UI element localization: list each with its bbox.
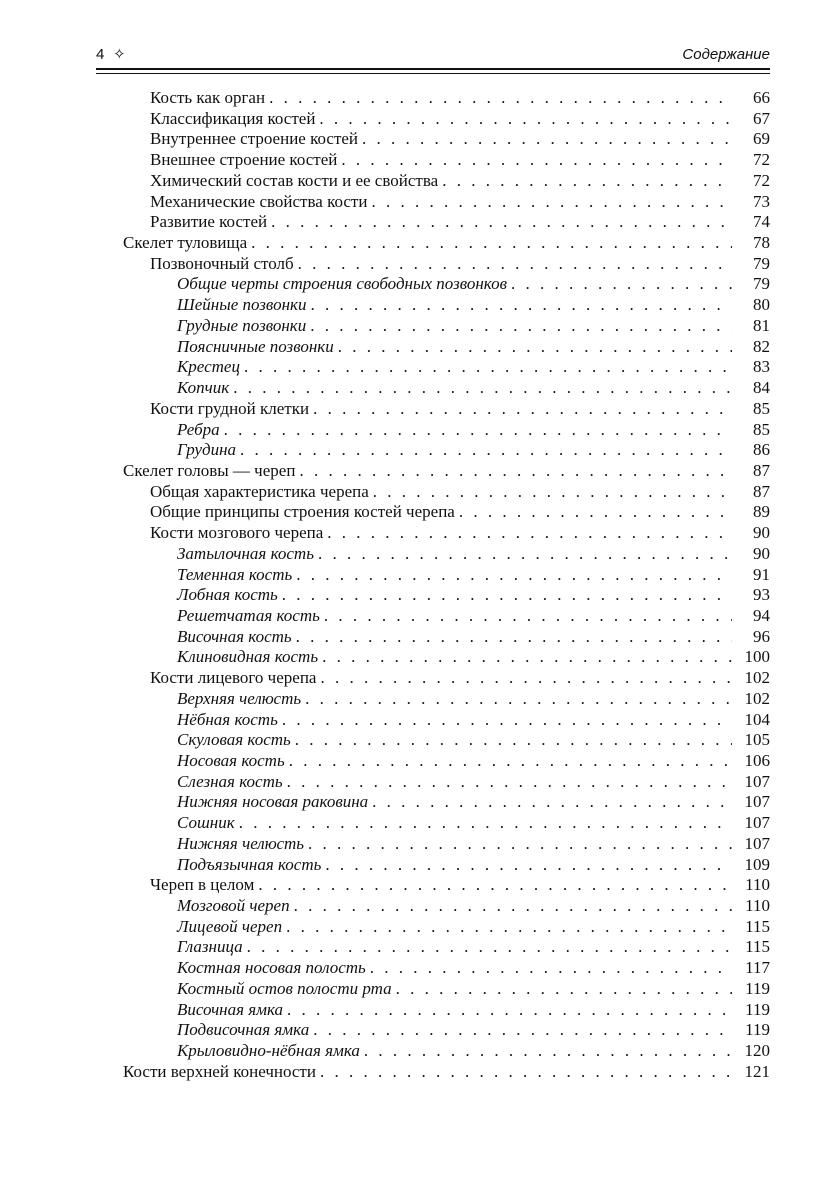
- toc-entry-title: Височная кость: [177, 626, 292, 646]
- toc-entry-title: Грудные позвонки: [177, 315, 307, 335]
- toc-entry-page: 90: [753, 543, 770, 563]
- toc-entry-page: 120: [744, 1041, 770, 1061]
- toc-entry-title: Копчик: [177, 378, 230, 398]
- toc-dot-leader: [271, 212, 732, 233]
- toc-dot-leader: [341, 150, 732, 171]
- toc-entry: [150, 150, 770, 171]
- toc-dot-leader: [295, 730, 732, 751]
- toc-entry-page: 94: [753, 605, 770, 625]
- toc-entry-page: 115: [745, 916, 770, 936]
- toc-dot-leader: [287, 772, 732, 793]
- toc-entry-title: Химический состав кости и ее свойства: [150, 170, 439, 190]
- toc-entry-title: Клиновидная кость: [177, 647, 319, 667]
- toc-entry-page: 110: [745, 896, 770, 916]
- toc-entry-title: Крыловидно-нёбная ямка: [177, 1041, 360, 1061]
- toc-entry: [177, 896, 770, 917]
- toc-entry: [150, 192, 770, 213]
- toc-entry: [177, 585, 770, 606]
- toc-entry-page: 73: [753, 191, 770, 211]
- toc-entry-title: Позвоночный столб: [150, 253, 294, 273]
- toc-entry-title: Кости грудной клетки: [150, 398, 310, 418]
- toc-entry-page: 121: [744, 1061, 770, 1081]
- toc-entry-title: Кость как орган: [150, 88, 266, 107]
- toc-entry-title: Затылочная кость: [177, 543, 314, 563]
- toc-entry-title: Височная ямка: [177, 999, 284, 1019]
- toc-entry-title: Нижняя челюсть: [177, 833, 305, 853]
- toc-dot-leader: [239, 813, 732, 834]
- toc-entry-page: 107: [744, 813, 770, 833]
- toc-entry-page: 85: [753, 398, 770, 418]
- toc-entry: [177, 316, 770, 337]
- toc-dot-leader: [233, 378, 732, 399]
- toc-entry-page: 119: [745, 978, 770, 998]
- toc-dot-leader: [305, 689, 732, 710]
- toc-dot-leader: [364, 1041, 732, 1062]
- toc-entry-page: 89: [753, 502, 770, 522]
- toc-entry-page: 102: [744, 668, 770, 688]
- toc-dot-leader: [442, 171, 732, 192]
- toc-entry: [177, 917, 770, 938]
- toc-entry-title: Шейные позвонки: [177, 295, 307, 315]
- toc-dot-leader: [251, 233, 732, 254]
- toc-dot-leader: [296, 627, 732, 648]
- toc-entry: [150, 875, 770, 896]
- toc-entry-page: 81: [753, 315, 770, 335]
- toc-entry: [150, 254, 770, 275]
- diamond-ornament-icon: ✧: [113, 45, 126, 63]
- toc-entry-page: 84: [753, 378, 770, 398]
- toc-dot-leader: [325, 855, 732, 876]
- toc-entry: [150, 129, 770, 150]
- toc-dot-leader: [372, 792, 732, 813]
- toc-entry: [177, 792, 770, 813]
- toc-entry-title: Классификация костей: [150, 108, 316, 128]
- toc-dot-leader: [373, 482, 732, 503]
- toc-dot-leader: [286, 917, 732, 938]
- toc-dot-leader: [327, 523, 732, 544]
- toc-entry-page: 107: [744, 792, 770, 812]
- toc-dot-leader: [324, 606, 732, 627]
- toc-entry-page: 93: [753, 585, 770, 605]
- toc-entry-page: 82: [753, 336, 770, 356]
- toc-entry-page: 85: [753, 419, 770, 439]
- toc-dot-leader: [296, 565, 732, 586]
- toc-entry-page: 66: [753, 88, 770, 107]
- toc-dot-leader: [318, 544, 732, 565]
- table-of-contents: [0, 88, 840, 1083]
- toc-dot-leader: [299, 461, 732, 482]
- toc-entry-title: Механические свойства кости: [150, 191, 368, 211]
- toc-entry-title: Кости лицевого черепа: [150, 668, 317, 688]
- toc-entry-page: 74: [753, 212, 770, 232]
- toc-entry-page: 79: [753, 253, 770, 273]
- toc-entry: [177, 378, 770, 399]
- toc-entry: [177, 730, 770, 751]
- toc-entry-title: Внешнее строение костей: [150, 150, 338, 170]
- toc-entry-title: Поясничные позвонки: [177, 336, 334, 356]
- toc-entry-title: Лицевой череп: [177, 916, 283, 936]
- toc-entry: [177, 813, 770, 834]
- toc-entry-page: 69: [753, 129, 770, 149]
- toc-entry-page: 107: [744, 771, 770, 791]
- toc-entry-page: 105: [744, 730, 770, 750]
- toc-dot-leader: [289, 751, 732, 772]
- toc-dot-leader: [338, 337, 732, 358]
- toc-entry: [150, 399, 770, 420]
- toc-entry: [177, 606, 770, 627]
- toc-dot-leader: [308, 834, 732, 855]
- toc-dot-leader: [247, 937, 732, 958]
- toc-entry-title: Подвисочная ямка: [177, 1020, 310, 1040]
- toc-dot-leader: [240, 440, 732, 461]
- toc-entry-title: Глазница: [177, 937, 243, 957]
- toc-entry: [150, 502, 770, 523]
- toc-entry: [177, 295, 770, 316]
- toc-entry-title: Нёбная кость: [177, 709, 278, 729]
- toc-dot-leader: [294, 896, 732, 917]
- toc-entry-title: Общие принципы строения костей черепа: [150, 502, 455, 522]
- toc-dot-leader: [322, 647, 732, 668]
- toc-entry-page: 91: [753, 564, 770, 584]
- toc-entry-title: Подъязычная кость: [177, 854, 322, 874]
- toc-dot-leader: [224, 420, 732, 441]
- toc-entry-title: Грудина: [177, 440, 237, 460]
- toc-entry-title: Скелет головы — череп: [123, 460, 296, 480]
- toc-entry: [150, 523, 770, 544]
- toc-entry-page: 72: [753, 170, 770, 190]
- toc-entry-page: 78: [753, 233, 770, 253]
- toc-entry-title: Сошник: [177, 813, 235, 833]
- toc-entry-page: 110: [745, 875, 770, 895]
- toc-entry: [177, 751, 770, 772]
- toc-entry-page: 115: [745, 937, 770, 957]
- toc-entry-title: Нижняя носовая раковина: [177, 792, 369, 812]
- toc-entry: [177, 710, 770, 731]
- page-header: [96, 40, 770, 70]
- toc-entry: [150, 668, 770, 689]
- running-head: Содержание: [682, 46, 770, 63]
- toc-entry: [123, 1062, 770, 1083]
- toc-entry-title: Развитие костей: [150, 212, 268, 232]
- toc-entry-page: 83: [753, 357, 770, 377]
- toc-entry-page: 86: [753, 440, 770, 460]
- toc-entry-page: 107: [744, 833, 770, 853]
- toc-entry-page: 87: [753, 481, 770, 501]
- toc-entry-title: Крестец: [177, 357, 240, 377]
- toc-entry-page: 87: [753, 460, 770, 480]
- toc-dot-leader: [310, 295, 732, 316]
- toc-dot-leader: [282, 585, 732, 606]
- toc-dot-leader: [319, 109, 732, 130]
- toc-entry-page: 100: [744, 647, 770, 667]
- toc-entry-page: 80: [753, 295, 770, 315]
- toc-entry-page: 119: [745, 999, 770, 1019]
- toc-entry-page: 119: [745, 1020, 770, 1040]
- toc-dot-leader: [313, 399, 732, 420]
- toc-entry: [177, 627, 770, 648]
- toc-dot-leader: [287, 1000, 732, 1021]
- page-number: 4: [96, 46, 105, 63]
- toc-entry-title: Лобная кость: [177, 585, 278, 605]
- toc-entry: [123, 233, 770, 254]
- toc-entry: [177, 420, 770, 441]
- toc-entry: [177, 1000, 770, 1021]
- toc-entry: [177, 772, 770, 793]
- toc-entry: [177, 440, 770, 461]
- toc-entry-title: Череп в целом: [150, 875, 255, 895]
- toc-entry-title: Костная носовая полость: [177, 958, 366, 978]
- toc-dot-leader: [298, 254, 732, 275]
- toc-dot-leader: [320, 1062, 732, 1083]
- toc-entry: [177, 1041, 770, 1062]
- toc-entry-page: 109: [744, 854, 770, 874]
- toc-entry: [177, 647, 770, 668]
- toc-entry-title: Общая характеристика черепа: [150, 481, 369, 501]
- toc-entry: [150, 88, 770, 109]
- toc-entry: [123, 461, 770, 482]
- toc-entry-title: Скелет туловища: [123, 233, 248, 253]
- toc-dot-leader: [258, 875, 732, 896]
- toc-entry-title: Верхняя челюсть: [177, 688, 302, 708]
- toc-entry-page: 96: [753, 626, 770, 646]
- toc-entry: [150, 171, 770, 192]
- toc-entry-title: Слезная кость: [177, 771, 283, 791]
- toc-entry-title: Скуловая кость: [177, 730, 291, 750]
- toc-entry: [177, 937, 770, 958]
- toc-entry: [177, 544, 770, 565]
- toc-entry-title: Внутреннее строение костей: [150, 129, 359, 149]
- header-rule-thin: [96, 73, 770, 74]
- toc-dot-leader: [362, 129, 732, 150]
- toc-entry-page: 79: [753, 274, 770, 294]
- toc-dot-leader: [313, 1020, 732, 1041]
- toc-entry-page: 67: [753, 108, 770, 128]
- toc-entry-title: Носовая кость: [177, 751, 285, 770]
- toc-dot-leader: [370, 958, 732, 979]
- toc-entry: [150, 482, 770, 503]
- toc-entry: [177, 855, 770, 876]
- toc-dot-leader: [396, 979, 732, 1000]
- toc-entry-page: 104: [744, 709, 770, 729]
- toc-dot-leader: [282, 710, 732, 731]
- toc-entry: [177, 357, 770, 378]
- toc-entry-title: Мозговой череп: [177, 896, 290, 916]
- toc-dot-leader: [511, 274, 732, 295]
- toc-entry-title: Кости верхней конечности: [123, 1061, 316, 1081]
- toc-entry: [177, 1020, 770, 1041]
- toc-dot-leader: [371, 192, 732, 213]
- toc-entry: [150, 212, 770, 233]
- toc-entry-title: Общие черты строения свободных позвонков: [177, 274, 507, 294]
- toc-entry: [177, 958, 770, 979]
- toc-entry-page: 106: [744, 751, 770, 770]
- toc-entry-title: Кости мозгового черепа: [150, 523, 324, 543]
- toc-entry: [177, 274, 770, 295]
- toc-entry: [177, 337, 770, 358]
- toc-dot-leader: [459, 502, 732, 523]
- toc-entry-page: 102: [744, 688, 770, 708]
- toc-entry-page: 117: [745, 958, 770, 978]
- toc-entry: [150, 109, 770, 130]
- header-rule-thick: [96, 68, 770, 70]
- toc-entry-title: Ребра: [177, 419, 220, 439]
- toc-entry: [177, 689, 770, 710]
- toc-entry: [177, 979, 770, 1000]
- toc-entry-title: Костный остов полости рта: [177, 978, 392, 998]
- toc-entry-page: 72: [753, 150, 770, 170]
- toc-dot-leader: [310, 316, 732, 337]
- toc-entry: [177, 834, 770, 855]
- toc-dot-leader: [320, 668, 732, 689]
- toc-entry-page: 90: [753, 523, 770, 543]
- toc-dot-leader: [244, 357, 732, 378]
- toc-entry: [177, 565, 770, 586]
- toc-entry-title: Решетчатая кость: [177, 605, 320, 625]
- toc-entry-title: Теменная кость: [177, 564, 293, 584]
- toc-dot-leader: [269, 88, 732, 109]
